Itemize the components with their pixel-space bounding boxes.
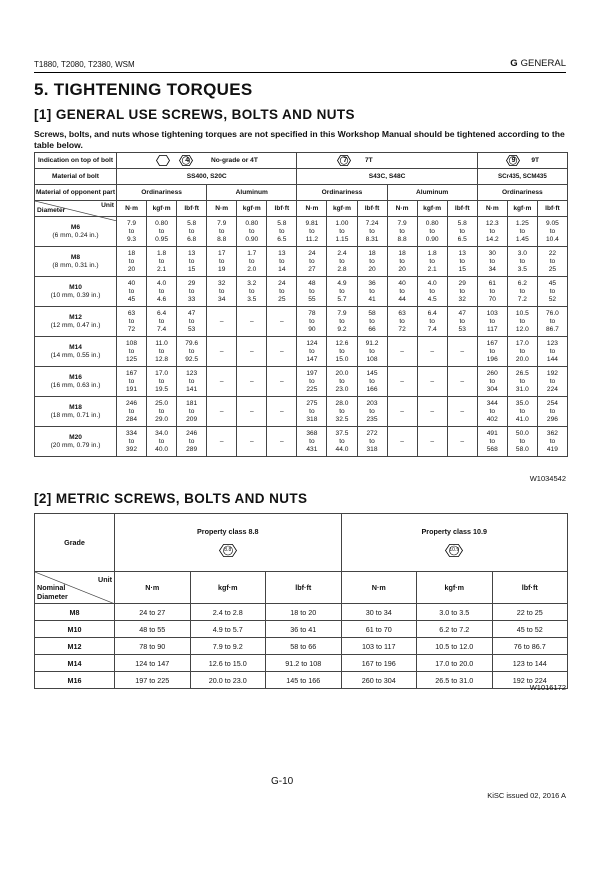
- torque-value: –: [207, 397, 237, 427]
- torque-value: 123 to 144: [537, 337, 567, 367]
- unit-header-nm: N·m: [117, 201, 147, 217]
- torque-value: 30 to 34: [477, 247, 507, 277]
- unit-header-nm: N·m: [297, 201, 327, 217]
- torque-value: 26.5 to 31.0: [417, 672, 493, 689]
- size-sub: (18 mm, 0.71 in.): [50, 411, 101, 419]
- table-row: [35, 397, 568, 427]
- table-row: [35, 638, 568, 655]
- torque-value: 7.9 to 8.8: [207, 217, 237, 247]
- unit-header: N·m: [341, 572, 417, 604]
- size-cell: [35, 307, 117, 337]
- torque-value: 145 to 166: [266, 672, 342, 689]
- group1-ordinariness: Ordinariness: [117, 185, 207, 201]
- unit-header-lbfft: lbf·ft: [447, 201, 477, 217]
- torque-value: 40 to 44: [387, 277, 417, 307]
- torque-value: 4.0 to 4.6: [147, 277, 177, 307]
- group1-indication: [117, 153, 297, 169]
- section1-intro: Screws, bolts, and nuts whose tightening torques are not specified in this Workshop Manual should be tightened according to the table below.: [34, 129, 565, 150]
- torque-value: 50.0 to 58.0: [507, 427, 537, 457]
- torque-value: 17.0 to 19.5: [147, 367, 177, 397]
- torque-value: –: [447, 427, 477, 457]
- torque-value: 123 to 144: [492, 655, 568, 672]
- class109-header: [341, 514, 568, 572]
- material-bolt-label: Material of bolt: [35, 169, 117, 185]
- torque-value: 2.4 to 2.8: [327, 247, 357, 277]
- torque-value: 3.0 to 3.5: [417, 604, 493, 621]
- torque-value: –: [237, 367, 267, 397]
- torque-value: 22 to 25: [537, 247, 567, 277]
- group1-mark: 4: [185, 157, 190, 165]
- torque-value: –: [447, 337, 477, 367]
- torque-value: –: [417, 367, 447, 397]
- page-title: 5. TIGHTENING TORQUES: [34, 80, 253, 99]
- torque-value: 7.9 to 9.2: [190, 638, 266, 655]
- model-list: T1880, T2080, T2380, WSM: [34, 60, 135, 69]
- torque-value: 10.5 to 12.0: [417, 638, 493, 655]
- torque-value: 4.0 to 4.5: [417, 277, 447, 307]
- unit-header-nm: N·m: [477, 201, 507, 217]
- torque-value: 63 to 72: [387, 307, 417, 337]
- torque-value: 4.9 to 5.7: [190, 621, 266, 638]
- torque-value: –: [207, 337, 237, 367]
- torque-value: 7.9 to 9.2: [327, 307, 357, 337]
- section1-title: [1] GENERAL USE SCREWS, BOLTS AND NUTS: [34, 107, 355, 122]
- torque-value: 13 to 15: [447, 247, 477, 277]
- class109-label: Property class 10.9: [421, 527, 488, 536]
- torque-value: 7.9 to 9.3: [117, 217, 147, 247]
- unit-header: kgf·m: [417, 572, 493, 604]
- torque-value: –: [237, 427, 267, 457]
- torque-value: 246 to 284: [117, 397, 147, 427]
- torque-value: 29 to 32: [447, 277, 477, 307]
- table-row: [35, 427, 568, 457]
- torque-value: 63 to 72: [117, 307, 147, 337]
- torque-value: 6.4 to 7.4: [147, 307, 177, 337]
- torque-value: 12.3 to 14.2: [477, 217, 507, 247]
- torque-value: –: [267, 307, 297, 337]
- torque-value: 18 to 20: [117, 247, 147, 277]
- size-label: M8: [35, 604, 115, 621]
- class88-label: Property class 8.8: [196, 527, 259, 536]
- group3-material: SCr435, SCM435: [477, 169, 567, 185]
- torque-value: 18 to 20: [387, 247, 417, 277]
- torque-value: 181 to 209: [177, 397, 207, 427]
- size-sub: (16 mm, 0.63 in.): [50, 381, 101, 389]
- torque-value: 91.2 to 108: [357, 337, 387, 367]
- torque-value: 124 to 147: [297, 337, 327, 367]
- torque-value: 11.0 to 12.8: [147, 337, 177, 367]
- diameter-label: Diameter: [37, 207, 66, 214]
- torque-table-metric: [34, 513, 568, 689]
- torque-value: 167 to 196: [477, 337, 507, 367]
- table-row: [35, 604, 568, 621]
- torque-value: 25.0 to 29.0: [147, 397, 177, 427]
- torque-value: –: [387, 337, 417, 367]
- table1-code: W1034542: [529, 474, 566, 483]
- torque-value: 1.00 to 1.15: [327, 217, 357, 247]
- torque-value: –: [417, 337, 447, 367]
- torque-value: –: [207, 427, 237, 457]
- plain-hexagon-icon: [156, 155, 170, 166]
- torque-value: 4.9 to 5.7: [327, 277, 357, 307]
- group3-ordinariness: Ordinariness: [477, 185, 567, 201]
- group3-indication: [477, 153, 567, 169]
- section2-title: [2] METRIC SCREWS, BOLTS AND NUTS: [34, 491, 308, 506]
- unit-header-kgfm: kgf·m: [327, 201, 357, 217]
- table-row: [35, 217, 568, 247]
- size-sub: (20 mm, 0.79 in.): [50, 441, 101, 449]
- torque-value: 7.9 to 8.8: [387, 217, 417, 247]
- unit-nominal-cell: [35, 572, 115, 604]
- torque-value: 17 to 19: [207, 247, 237, 277]
- group2-label: 7T: [364, 157, 373, 165]
- torque-value: 13 to 14: [267, 247, 297, 277]
- table-row: [35, 277, 568, 307]
- size-sub: (14 mm, 0.55 in.): [50, 351, 101, 359]
- group1-material: SS400, S20C: [117, 169, 297, 185]
- torque-value: –: [417, 397, 447, 427]
- unit-header-lbfft: lbf·ft: [357, 201, 387, 217]
- issue-note: KiSC issued 02, 2016 A: [487, 791, 566, 800]
- torque-value: –: [387, 397, 417, 427]
- torque-value: 6.2 to 7.2: [507, 277, 537, 307]
- torque-value: 28.0 to 32.5: [327, 397, 357, 427]
- torque-value: 2.4 to 2.8: [190, 604, 266, 621]
- size-label: M6: [70, 223, 81, 231]
- torque-value: 34.0 to 40.0: [147, 427, 177, 457]
- torque-value: 26.5 to 31.0: [507, 367, 537, 397]
- unit-header-nm: N·m: [207, 201, 237, 217]
- size-label: M12: [69, 313, 82, 321]
- size-label: M14: [69, 343, 82, 351]
- torque-value: 344 to 402: [477, 397, 507, 427]
- torque-value: 13 to 15: [177, 247, 207, 277]
- torque-table-general: [34, 152, 568, 457]
- indication-label: Indication on top of bolt: [35, 153, 117, 169]
- torque-value: 167 to 191: [117, 367, 147, 397]
- torque-value: 272 to 318: [357, 427, 387, 457]
- unit-header: lbf·ft: [266, 572, 342, 604]
- torque-value: 5.8 to 6.8: [177, 217, 207, 247]
- torque-value: 334 to 392: [117, 427, 147, 457]
- unit-header-kgfm: kgf·m: [507, 201, 537, 217]
- torque-value: 91.2 to 108: [266, 655, 342, 672]
- torque-value: –: [267, 337, 297, 367]
- table-row: [35, 337, 568, 367]
- torque-value: 40 to 45: [117, 277, 147, 307]
- size-label: M16: [69, 373, 82, 381]
- group3-label: 9T: [531, 157, 540, 165]
- torque-value: –: [447, 367, 477, 397]
- torque-value: 6.2 to 7.2: [417, 621, 493, 638]
- torque-value: 197 to 225: [115, 672, 191, 689]
- torque-value: –: [387, 367, 417, 397]
- torque-value: 36 to 41: [357, 277, 387, 307]
- group1-aluminum: Aluminum: [207, 185, 297, 201]
- group1-label: No-grade or 4T: [210, 157, 258, 165]
- size-sub: (10 mm, 0.39 in.): [50, 291, 101, 299]
- torque-value: 36 to 41: [266, 621, 342, 638]
- unit-label-2: Unit: [98, 575, 112, 584]
- torque-value: 368 to 431: [297, 427, 327, 457]
- unit-header-lbfft: lbf·ft: [177, 201, 207, 217]
- torque-value: 45 to 52: [537, 277, 567, 307]
- torque-value: 260 to 304: [341, 672, 417, 689]
- group2-aluminum: Aluminum: [387, 185, 477, 201]
- torque-value: 275 to 318: [297, 397, 327, 427]
- torque-value: –: [207, 307, 237, 337]
- torque-value: 6.4 to 7.4: [417, 307, 447, 337]
- torque-value: 12.6 to 15.0: [190, 655, 266, 672]
- torque-value: 78 to 90: [115, 638, 191, 655]
- size-label: M8: [70, 253, 81, 261]
- size-cell: [35, 427, 117, 457]
- torque-value: 12.6 to 15.0: [327, 337, 357, 367]
- torque-value: 61 to 70: [341, 621, 417, 638]
- torque-value: 260 to 304: [477, 367, 507, 397]
- size-cell: [35, 367, 117, 397]
- torque-value: 58 to 66: [357, 307, 387, 337]
- torque-value: 1.8 to 2.1: [417, 247, 447, 277]
- group3-mark: 9: [511, 157, 516, 165]
- unit-diameter-cell: [35, 201, 117, 217]
- table2-code: W1016172: [529, 683, 566, 692]
- material-part-label: Material of opponent part: [35, 185, 117, 201]
- unit-label: Unit: [101, 202, 114, 209]
- torque-value: 197 to 225: [297, 367, 327, 397]
- torque-value: 362 to 419: [537, 427, 567, 457]
- torque-value: –: [267, 427, 297, 457]
- torque-value: 17.0 to 20.0: [507, 337, 537, 367]
- torque-value: 17.0 to 20.0: [417, 655, 493, 672]
- torque-value: 76.0 to 86.7: [537, 307, 567, 337]
- unit-header-kgfm: kgf·m: [237, 201, 267, 217]
- torque-value: 24 to 25: [267, 277, 297, 307]
- page-number: G-10: [271, 776, 294, 787]
- torque-value: 145 to 166: [357, 367, 387, 397]
- torque-value: 10.5 to 12.0: [507, 307, 537, 337]
- torque-value: 20.0 to 23.0: [190, 672, 266, 689]
- table-row: [35, 307, 568, 337]
- nominal-diameter-label: Nominal Diameter: [37, 583, 68, 601]
- torque-value: 37.5 to 44.0: [327, 427, 357, 457]
- size-cell: [35, 277, 117, 307]
- torque-value: 79.6 to 92.5: [177, 337, 207, 367]
- torque-value: –: [447, 397, 477, 427]
- table-row: [35, 247, 568, 277]
- table-row: [35, 367, 568, 397]
- torque-value: 103 to 117: [341, 638, 417, 655]
- section-indicator: [510, 58, 566, 69]
- torque-value: 30 to 34: [341, 604, 417, 621]
- torque-value: 1.7 to 2.0: [237, 247, 267, 277]
- torque-value: 47 to 53: [177, 307, 207, 337]
- torque-value: 1.8 to 2.1: [147, 247, 177, 277]
- torque-value: 48 to 55: [297, 277, 327, 307]
- torque-value: 18 to 20: [357, 247, 387, 277]
- torque-value: 5.8 to 6.5: [267, 217, 297, 247]
- torque-value: 32 to 34: [207, 277, 237, 307]
- torque-value: 167 to 196: [341, 655, 417, 672]
- torque-value: 108 to 125: [117, 337, 147, 367]
- page-header: [34, 58, 566, 73]
- section-letter: G: [510, 58, 518, 69]
- torque-value: 61 to 70: [477, 277, 507, 307]
- torque-value: 22 to 25: [492, 604, 568, 621]
- group2-material: S43C, S48C: [297, 169, 477, 185]
- size-label: M16: [35, 672, 115, 689]
- class109-mark: 10.9: [449, 547, 460, 553]
- torque-value: 1.25 to 1.45: [507, 217, 537, 247]
- torque-value: 9.05 to 10.4: [537, 217, 567, 247]
- torque-value: 24 to 27: [297, 247, 327, 277]
- torque-value: 246 to 289: [177, 427, 207, 457]
- size-cell: [35, 217, 117, 247]
- size-cell: [35, 337, 117, 367]
- torque-value: 254 to 296: [537, 397, 567, 427]
- section-name: GENERAL: [520, 58, 566, 69]
- table-row: [35, 621, 568, 638]
- group2-ordinariness: Ordinariness: [297, 185, 387, 201]
- torque-value: 192 to 224: [537, 367, 567, 397]
- torque-value: 0.80 to 0.95: [147, 217, 177, 247]
- group2-indication: [297, 153, 477, 169]
- unit-header-lbfft: lbf·ft: [267, 201, 297, 217]
- torque-value: 45 to 52: [492, 621, 568, 638]
- class88-header: [115, 514, 342, 572]
- size-cell: [35, 397, 117, 427]
- size-label: M12: [35, 638, 115, 655]
- unit-header-lbfft: lbf·ft: [537, 201, 567, 217]
- size-label: M10: [69, 283, 82, 291]
- size-label: M14: [35, 655, 115, 672]
- table-row: [35, 672, 568, 689]
- torque-value: 48 to 55: [115, 621, 191, 638]
- torque-value: –: [267, 397, 297, 427]
- torque-value: 9.81 to 11.2: [297, 217, 327, 247]
- torque-value: 3.0 to 3.5: [507, 247, 537, 277]
- torque-value: 18 to 20: [266, 604, 342, 621]
- torque-value: –: [387, 427, 417, 457]
- torque-value: –: [237, 397, 267, 427]
- torque-value: 203 to 235: [357, 397, 387, 427]
- size-label: M10: [35, 621, 115, 638]
- torque-value: 3.2 to 3.5: [237, 277, 267, 307]
- torque-value: 78 to 90: [297, 307, 327, 337]
- torque-value: 0.80 to 0.90: [417, 217, 447, 247]
- table-row: [35, 655, 568, 672]
- class88-mark: 8.8: [224, 547, 232, 553]
- size-label: M18: [69, 403, 82, 411]
- torque-value: 124 to 147: [115, 655, 191, 672]
- torque-value: 47 to 53: [447, 307, 477, 337]
- torque-value: 58 to 66: [266, 638, 342, 655]
- torque-value: 123 to 141: [177, 367, 207, 397]
- size-label: M20: [69, 433, 82, 441]
- group2-mark: 7: [343, 157, 348, 165]
- unit-header: lbf·ft: [492, 572, 568, 604]
- size-sub: (12 mm, 0.47 in.): [50, 321, 101, 329]
- size-sub: (8 mm, 0.31 in.): [52, 261, 99, 269]
- torque-value: 35.0 to 41.0: [507, 397, 537, 427]
- torque-value: –: [267, 367, 297, 397]
- torque-value: 192 to 224: [492, 672, 568, 689]
- size-sub: (6 mm, 0.24 in.): [52, 231, 99, 239]
- unit-header-kgfm: kgf·m: [417, 201, 447, 217]
- size-cell: [35, 247, 117, 277]
- torque-value: 491 to 568: [477, 427, 507, 457]
- torque-value: 5.8 to 6.5: [447, 217, 477, 247]
- torque-value: 0.80 to 0.90: [237, 217, 267, 247]
- torque-value: 76 to 86.7: [492, 638, 568, 655]
- unit-header: kgf·m: [190, 572, 266, 604]
- torque-value: 29 to 33: [177, 277, 207, 307]
- unit-header-kgfm: kgf·m: [147, 201, 177, 217]
- torque-value: 24 to 27: [115, 604, 191, 621]
- torque-value: 7.24 to 8.31: [357, 217, 387, 247]
- unit-header: N·m: [115, 572, 191, 604]
- torque-value: –: [207, 367, 237, 397]
- unit-header-nm: N·m: [387, 201, 417, 217]
- grade-label: Grade: [35, 514, 115, 572]
- torque-value: 103 to 117: [477, 307, 507, 337]
- torque-value: –: [417, 427, 447, 457]
- torque-value: –: [237, 307, 267, 337]
- torque-value: –: [237, 337, 267, 367]
- torque-value: 20.0 to 23.0: [327, 367, 357, 397]
